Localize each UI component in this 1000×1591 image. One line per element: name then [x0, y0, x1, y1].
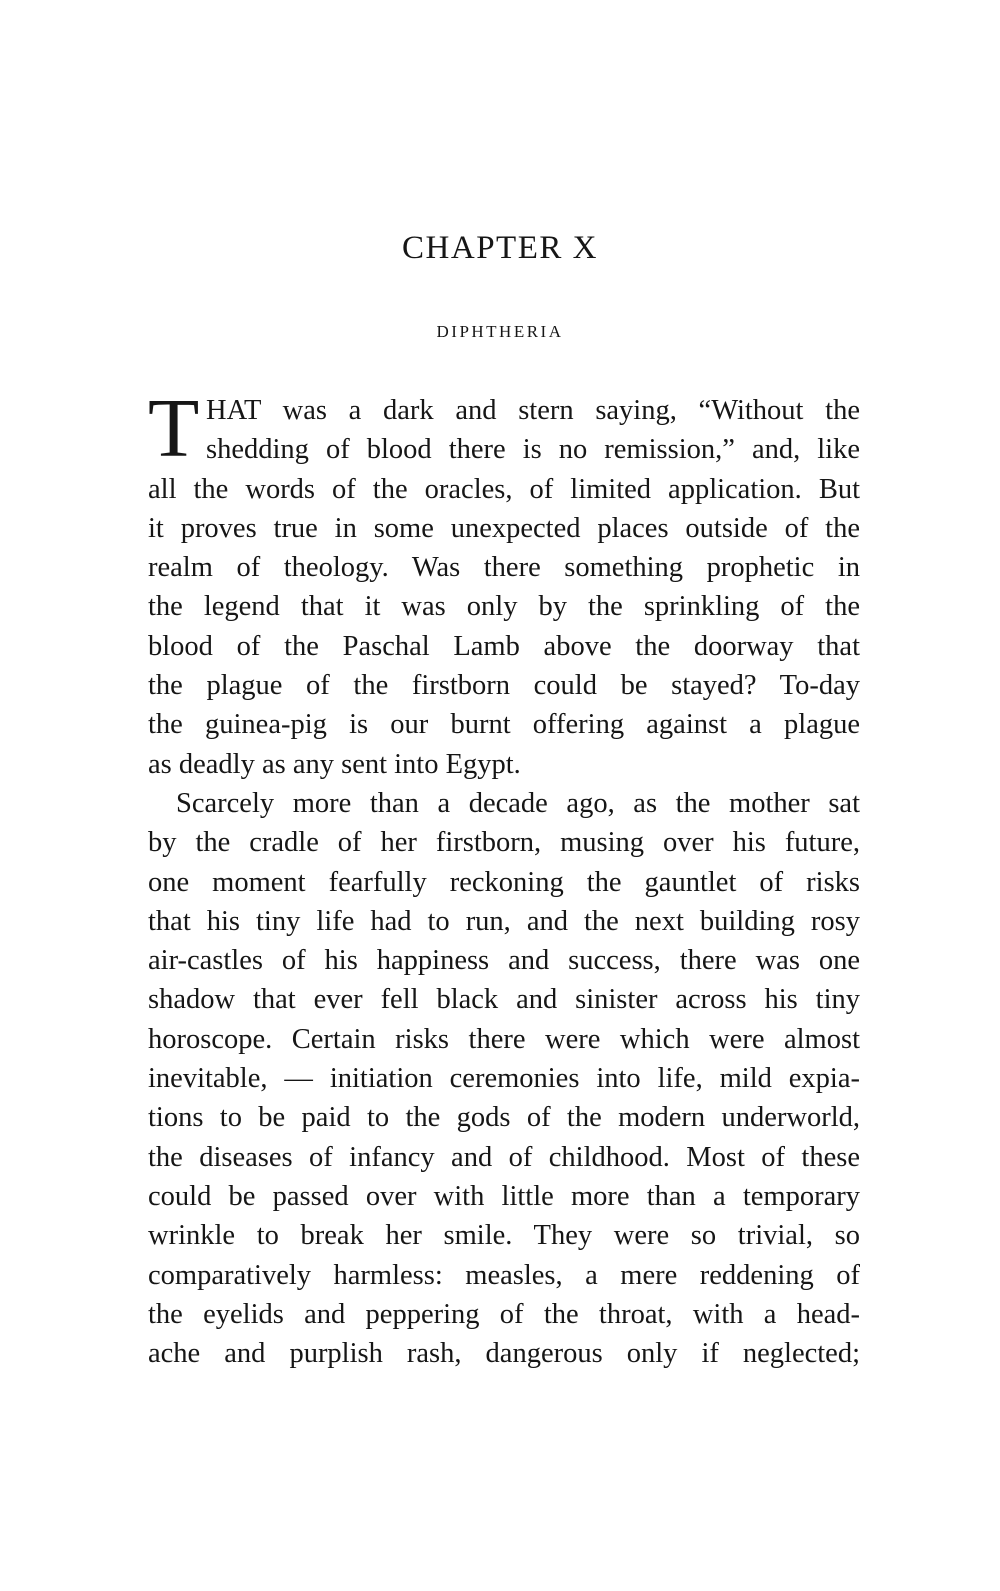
paragraph-line: blood of the Paschal Lamb above the doorway that — [148, 630, 860, 662]
body-text — [148, 382, 860, 1373]
paragraph-2 — [148, 784, 860, 1373]
paragraph-line: by the cradle of her firstborn, musing over his future, — [148, 827, 860, 859]
paragraph-line: the legend that it was only by the sprinkling of the — [148, 591, 860, 623]
paragraph-line: Scarcely more than a decade ago, as the mother sat — [176, 787, 860, 819]
paragraph-1 — [148, 382, 860, 784]
paragraph-line: one moment fearfully reckoning the gauntlet of risks — [148, 866, 860, 898]
paragraph-line: comparatively harmless: measles, a mere reddening of — [148, 1259, 860, 1291]
paragraph-line: horoscope. Certain risks there were which were almost — [148, 1023, 860, 1055]
paragraph-line: shedding of blood there is no remission,” and, like — [206, 434, 860, 466]
paragraph-line: it proves true in some unexpected places outside of the — [148, 512, 860, 544]
paragraph-line: realm of theology. Was there something prophetic in — [148, 552, 860, 584]
paragraph-line: the guinea-pig is our burnt offering against a plague — [148, 709, 860, 741]
paragraph-line: the eyelids and peppering of the throat, with a head- — [148, 1298, 860, 1330]
paragraph-line: tions to be paid to the gods of the modern underworld, — [148, 1102, 860, 1134]
paragraph-line: wrinkle to break her smile. They were so trivial, so — [148, 1220, 860, 1252]
paragraph-line: the diseases of infancy and of childhood. Most of these — [148, 1141, 860, 1173]
paragraph-line: the plague of the firstborn could be stayed? To-day — [148, 670, 860, 702]
drop-cap: T — [148, 382, 200, 475]
paragraph-line: that his tiny life had to run, and the next building rosy — [148, 905, 860, 937]
chapter-subtitle: DIPHTHERIA — [436, 322, 564, 341]
paragraph-line: inevitable, — initiation ceremonies into life, mild expia- — [148, 1063, 860, 1095]
paragraph-line: all the words of the oracles, of limited application. But — [148, 473, 860, 505]
paragraph-line: as deadly as any sent into Egypt. — [148, 748, 521, 780]
paragraph-line: air-castles of his happiness and success, there was one — [148, 945, 860, 977]
paragraph-line: ache and purplish rash, dangerous only if neglected; — [148, 1338, 860, 1370]
paragraph-line: shadow that ever fell black and sinister across his tiny — [148, 984, 860, 1016]
chapter-title: CHAPTER X — [402, 230, 598, 266]
paragraph-line: could be passed over with little more than a temporary — [148, 1180, 860, 1212]
paragraph-line: HAT was a dark and stern saying, “Without the — [206, 395, 860, 426]
